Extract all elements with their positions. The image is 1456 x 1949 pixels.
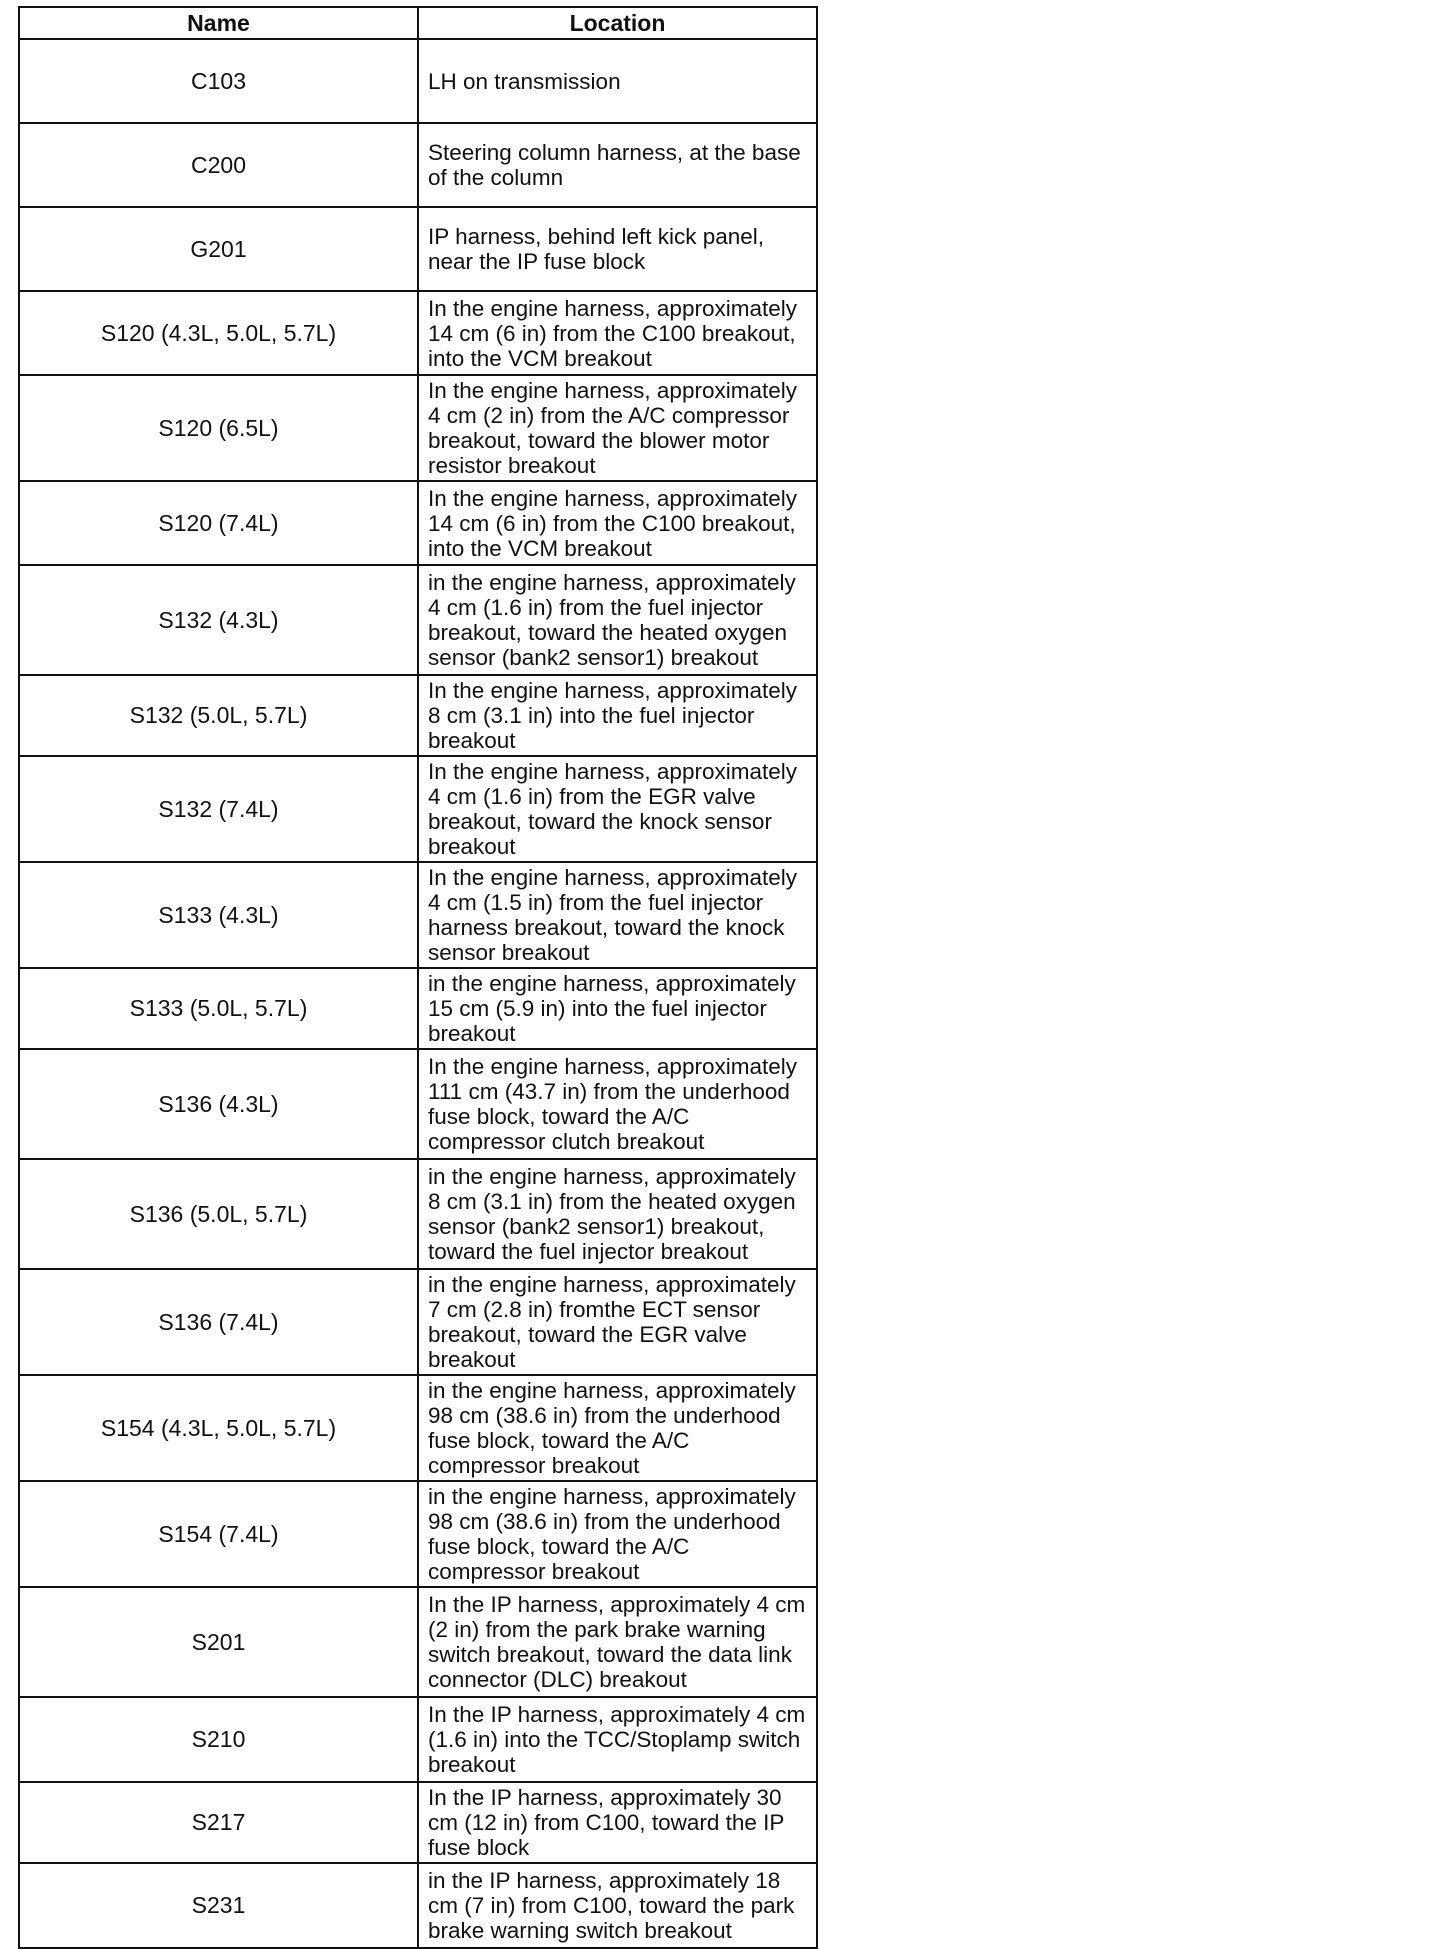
component-location: in the engine harness, approximately 4 cm (1.6 in) from the fuel injector breakout, toward the heated oxygen sensor (bank2 sensor1) breakout	[418, 565, 817, 675]
table-row	[19, 756, 817, 862]
component-name: C200	[19, 123, 418, 207]
component-location-table	[18, 6, 818, 1949]
table-row	[19, 1697, 817, 1782]
component-location: Steering column harness, at the base of the column	[418, 123, 817, 207]
table-row	[19, 1782, 817, 1863]
component-location: In the IP harness, approximately 4 cm (2 in) from the park brake warning switch breakout, toward the data link connector (DLC) breakout	[418, 1587, 817, 1697]
component-name: C103	[19, 39, 418, 123]
table-row	[19, 1863, 817, 1948]
component-location: In the engine harness, approximately 4 cm (1.5 in) from the fuel injector harness breakout, toward the knock sensor breakout	[418, 862, 817, 968]
table-row	[19, 1481, 817, 1587]
table-row	[19, 1049, 817, 1159]
table-row	[19, 39, 817, 123]
component-name: S136 (4.3L)	[19, 1049, 418, 1159]
component-name: S201	[19, 1587, 418, 1697]
component-location: In the engine harness, approximately 8 cm (3.1 in) into the fuel injector breakout	[418, 675, 817, 756]
component-name: S154 (7.4L)	[19, 1481, 418, 1587]
header-row	[19, 7, 817, 39]
component-location: In the IP harness, approximately 30 cm (12 in) from C100, toward the IP fuse block	[418, 1782, 817, 1863]
component-location: in the IP harness, approximately 18 cm (7 in) from C100, toward the park brake warning switch breakout	[418, 1863, 817, 1948]
component-location: In the engine harness, approximately 14 cm (6 in) from the C100 breakout, into the VCM breakout	[418, 481, 817, 565]
component-name: S132 (4.3L)	[19, 565, 418, 675]
component-location: In the engine harness, approximately 14 cm (6 in) from the C100 breakout, into the VCM breakout	[418, 291, 817, 375]
component-location: in the engine harness, approximately 98 cm (38.6 in) from the underhood fuse block, toward the A/C compressor breakout	[418, 1481, 817, 1587]
component-name: G201	[19, 207, 418, 291]
table-row	[19, 291, 817, 375]
component-location: IP harness, behind left kick panel, near the IP fuse block	[418, 207, 817, 291]
table-row	[19, 675, 817, 756]
component-location: in the engine harness, approximately 8 cm (3.1 in) from the heated oxygen sensor (bank2 sensor1) breakout, toward the fuel injector breakout	[418, 1159, 817, 1269]
name-column-header: Name	[19, 7, 418, 39]
component-name: S120 (6.5L)	[19, 375, 418, 481]
component-location: In the engine harness, approximately 4 cm (2 in) from the A/C compressor breakout, toward the blower motor resistor breakout	[418, 375, 817, 481]
component-location: in the engine harness, approximately 15 cm (5.9 in) into the fuel injector breakout	[418, 968, 817, 1049]
component-name: S231	[19, 1863, 418, 1948]
table-row	[19, 1269, 817, 1375]
component-name: S120 (4.3L, 5.0L, 5.7L)	[19, 291, 418, 375]
component-name: S132 (5.0L, 5.7L)	[19, 675, 418, 756]
component-name: S133 (4.3L)	[19, 862, 418, 968]
component-name: S154 (4.3L, 5.0L, 5.7L)	[19, 1375, 418, 1481]
component-location: In the engine harness, approximately 111 cm (43.7 in) from the underhood fuse block, toward the A/C compressor clutch breakout	[418, 1049, 817, 1159]
component-name: S132 (7.4L)	[19, 756, 418, 862]
table-row	[19, 207, 817, 291]
table-row	[19, 1587, 817, 1697]
table-row	[19, 565, 817, 675]
table-row	[19, 1159, 817, 1269]
table-row	[19, 481, 817, 565]
table-row	[19, 1375, 817, 1481]
component-location: in the engine harness, approximately 7 cm (2.8 in) fromthe ECT sensor breakout, toward the EGR valve breakout	[418, 1269, 817, 1375]
component-name: S217	[19, 1782, 418, 1863]
table-row	[19, 968, 817, 1049]
location-column-header: Location	[418, 7, 817, 39]
component-location: in the engine harness, approximately 98 cm (38.6 in) from the underhood fuse block, toward the A/C compressor breakout	[418, 1375, 817, 1481]
connector-location-sheet	[18, 6, 818, 1949]
component-name: S120 (7.4L)	[19, 481, 418, 565]
table-row	[19, 862, 817, 968]
component-name: S136 (5.0L, 5.7L)	[19, 1159, 418, 1269]
table-row	[19, 123, 817, 207]
component-location: LH on transmission	[418, 39, 817, 123]
component-location: In the engine harness, approximately 4 cm (1.6 in) from the EGR valve breakout, toward the knock sensor breakout	[418, 756, 817, 862]
component-name: S210	[19, 1697, 418, 1782]
component-location: In the IP harness, approximately 4 cm (1.6 in) into the TCC/Stoplamp switch breakout	[418, 1697, 817, 1782]
component-name: S136 (7.4L)	[19, 1269, 418, 1375]
table-row	[19, 375, 817, 481]
component-name: S133 (5.0L, 5.7L)	[19, 968, 418, 1049]
